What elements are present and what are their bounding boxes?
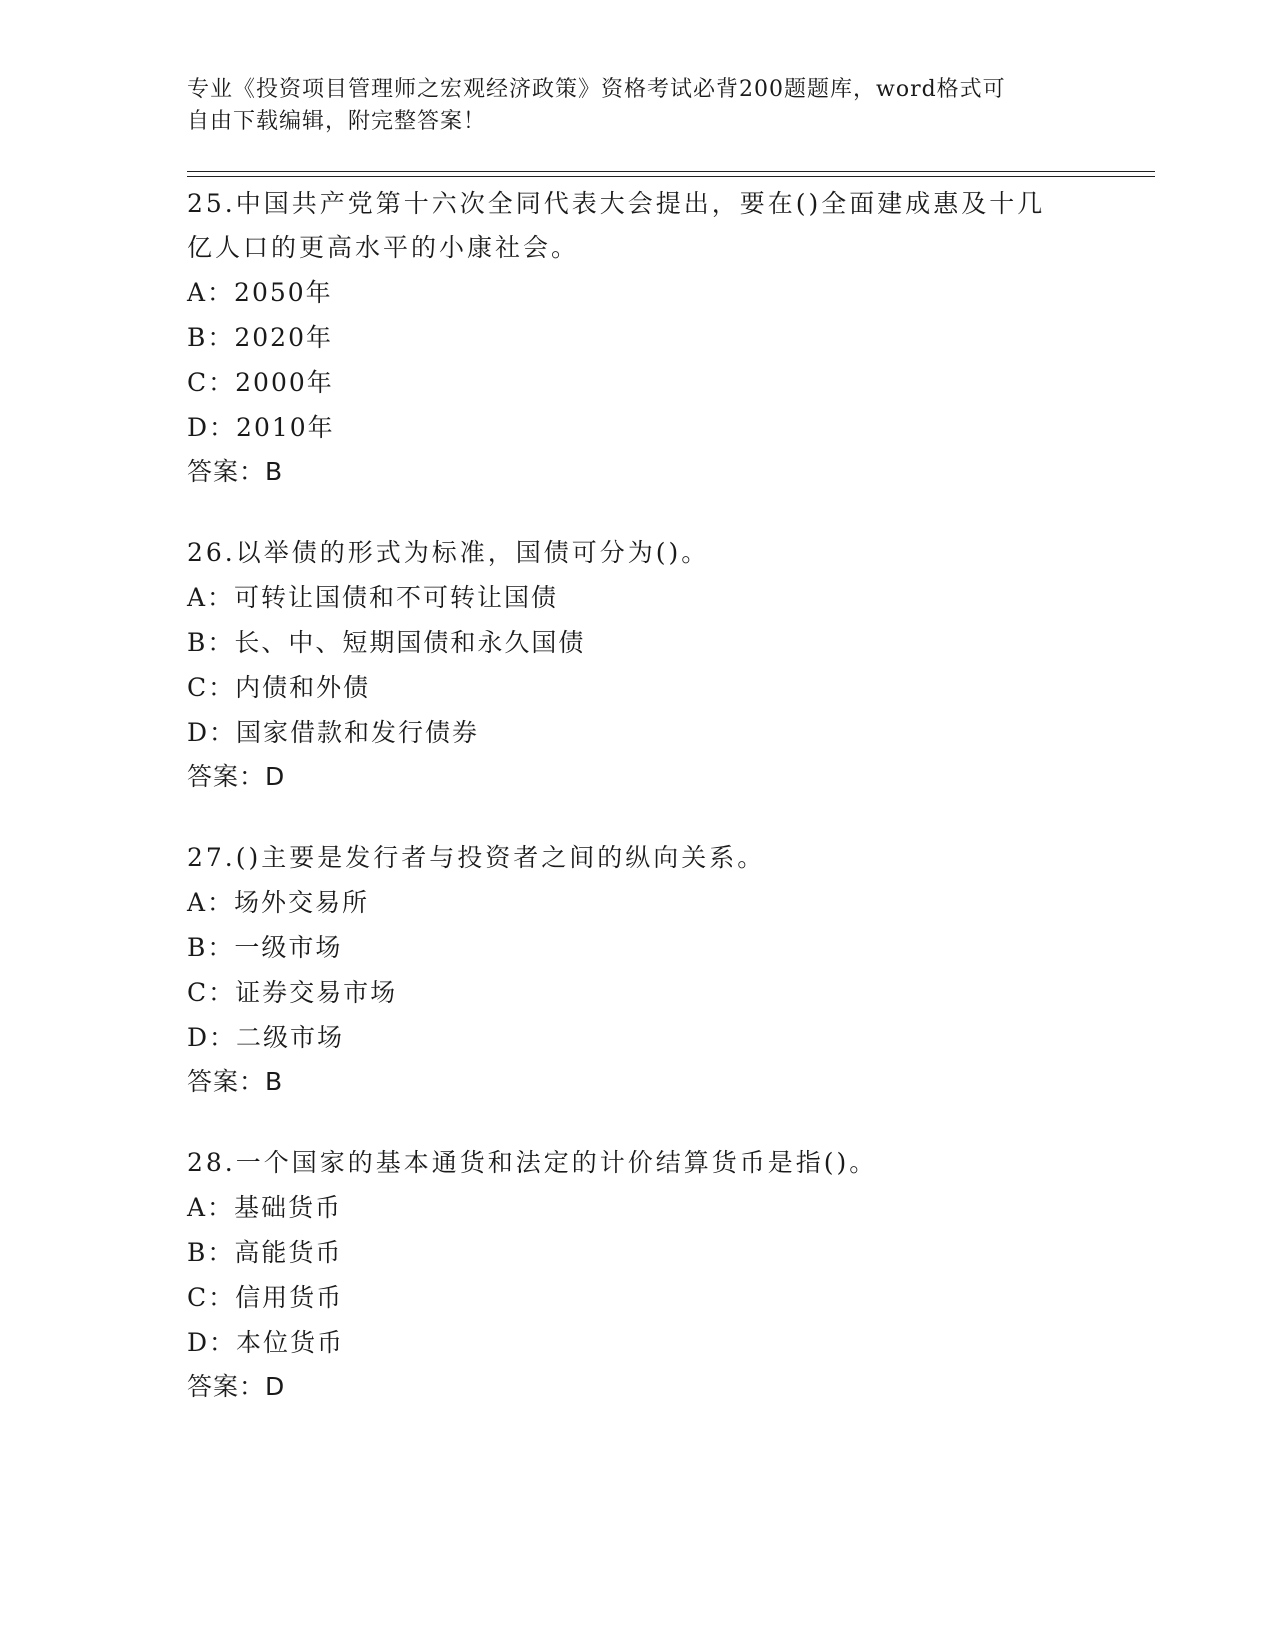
option-a: A：可转让国债和不可转让国债 [187, 583, 559, 612]
option-d: D：二级市场 [187, 1023, 345, 1052]
answer: 答案：B [187, 457, 284, 486]
option-a: A：2050年 [187, 278, 333, 307]
question-stem: 28.一个国家的基本通货和法定的计价结算货币是指()。 [187, 1148, 878, 1177]
answer: 答案：D [187, 762, 286, 791]
option-c: C：信用货币 [187, 1283, 344, 1312]
option-b: B：2020年 [187, 323, 333, 352]
option-a: A：基础货币 [187, 1193, 343, 1222]
option-c: C：2000年 [187, 368, 334, 397]
option-b: B：一级市场 [187, 933, 343, 962]
option-b: B：长、中、短期国债和永久国债 [187, 628, 586, 657]
question-stem: 25.中国共产党第十六次全同代表大会提出，要在()全面建成惠及十几 [187, 189, 1046, 218]
option-a: A：场外交易所 [187, 888, 370, 917]
option-d: D：国家借款和发行债券 [187, 718, 480, 747]
question-stem-continued: 亿人口的更高水平的小康社会。 [187, 233, 580, 262]
document-header [187, 74, 1087, 138]
option-b: B：高能货币 [187, 1238, 343, 1267]
question-26 [187, 531, 1087, 799]
option-c: C：内债和外债 [187, 673, 371, 702]
header-line-1: 专业《投资项目管理师之宏观经济政策》资格考试必背200题题库，word格式可 [187, 77, 1006, 102]
question-25 [187, 182, 1087, 494]
question-stem: 27.()主要是发行者与投资者之间的纵向关系。 [187, 843, 766, 872]
question-28 [187, 1141, 1087, 1409]
question-stem: 26.以举债的形式为标准，国债可分为()。 [187, 538, 710, 567]
question-27 [187, 836, 1087, 1104]
header-divider-bottom [187, 176, 1155, 177]
answer: 答案：D [187, 1372, 286, 1401]
option-d: D：本位货币 [187, 1328, 345, 1357]
option-c: C：证券交易市场 [187, 978, 398, 1007]
option-d: D：2010年 [187, 413, 335, 442]
answer: 答案：B [187, 1067, 284, 1096]
header-divider-top [187, 171, 1155, 172]
header-line-2: 自由下载编辑，附完整答案！ [187, 109, 487, 134]
